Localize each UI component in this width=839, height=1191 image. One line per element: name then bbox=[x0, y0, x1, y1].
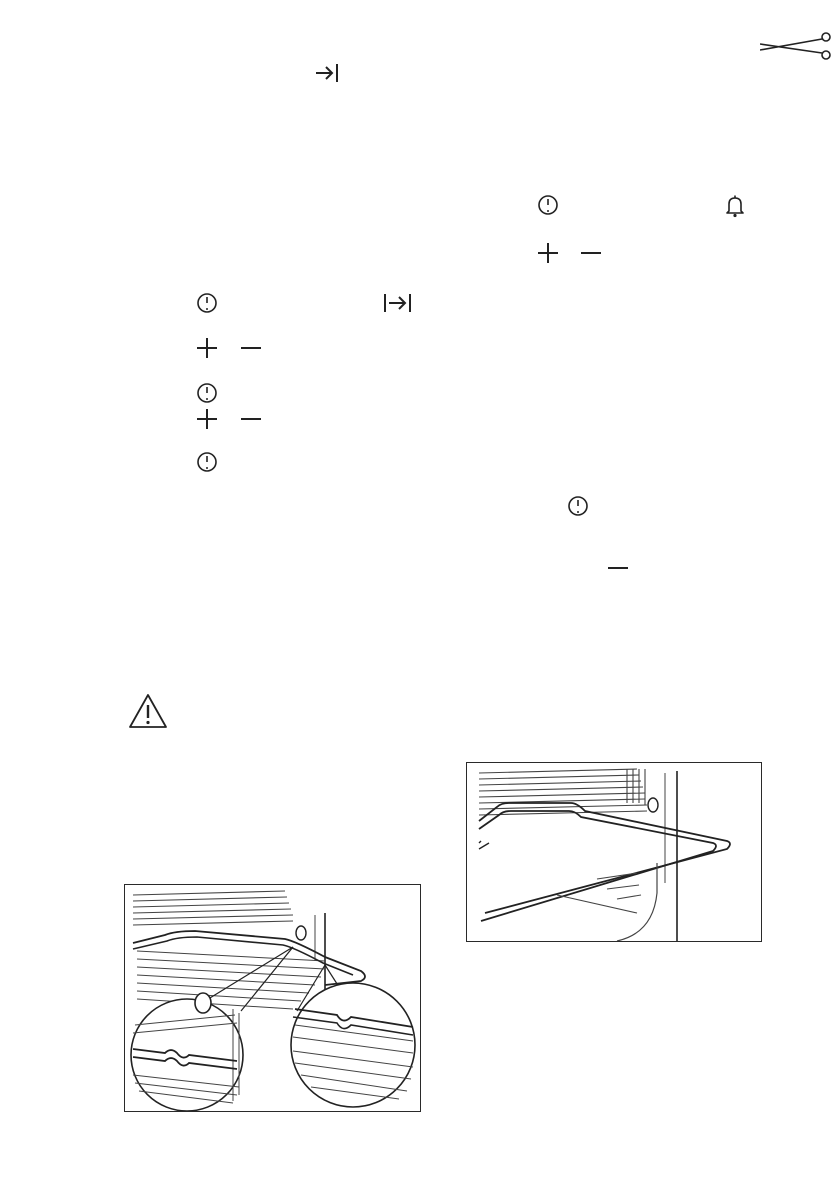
clock-icon bbox=[567, 495, 589, 517]
bell-icon bbox=[724, 194, 746, 218]
set-end-time-boxed-icon bbox=[383, 292, 413, 314]
scissors-icon bbox=[760, 32, 834, 60]
warning-triangle-icon bbox=[127, 692, 169, 730]
minus-icon bbox=[580, 242, 602, 264]
clock-icon bbox=[196, 451, 218, 473]
plus-icon bbox=[196, 337, 218, 359]
clock-icon bbox=[196, 382, 218, 404]
plus-icon bbox=[196, 408, 218, 430]
plus-icon bbox=[537, 242, 559, 264]
clock-icon bbox=[196, 292, 218, 314]
minus-icon bbox=[607, 557, 629, 579]
minus-icon bbox=[240, 337, 262, 359]
set-end-time-icon bbox=[314, 62, 340, 84]
wire-shelf-sliding-in-figure bbox=[466, 762, 762, 942]
clock-icon bbox=[537, 194, 559, 216]
wire-shelf-insert-detail-figure bbox=[124, 884, 421, 1112]
minus-icon bbox=[240, 408, 262, 430]
